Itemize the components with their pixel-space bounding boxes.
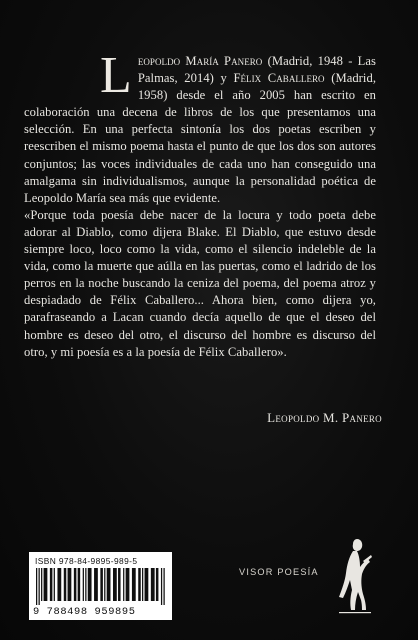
barcode-bar xyxy=(132,568,136,601)
barcode-bar xyxy=(118,568,121,601)
blurb-text-run: (Madrid, 1948 - Las Palmas, 2014) y xyxy=(137,54,376,86)
barcode-bar xyxy=(88,568,92,601)
barcode-bar xyxy=(78,568,81,601)
barcode-bar xyxy=(113,568,117,601)
barcode-bar xyxy=(74,568,77,601)
barcode-bar xyxy=(100,568,103,601)
isbn-barcode xyxy=(29,552,172,620)
blurb-text-run: (Madrid, 1958) desde el año 2005 han escrito en colaboración una decena de libros de los que presentamos una selección. En una perfecta sintonía los dos poetas escriben y reescriben el mismo poema hasta el punto de que los dos son autores conjuntos; las voces individuales de cada uno han conseguido una amalgama sin individualismos, aunque la personalidad poética de Leopoldo María sea más que evidente. xyxy=(24,71,377,205)
barcode-bar xyxy=(163,568,164,605)
barcode-bar xyxy=(104,568,105,601)
barcode-bar xyxy=(156,568,159,601)
barcode-bar xyxy=(44,568,48,601)
barcode-bar xyxy=(142,568,143,601)
barcode-bar xyxy=(151,568,155,601)
barcode-digits: 9 788498 959895 xyxy=(33,606,136,618)
blurb-text xyxy=(24,47,377,361)
barcode-bar xyxy=(64,568,67,601)
author-name-panero: eopoldo María Panero xyxy=(137,54,263,68)
barcode-bar xyxy=(36,568,37,605)
barcode-bar xyxy=(83,568,84,601)
barcode-bar xyxy=(68,568,72,601)
blurb-quote-paragraph: «Porque toda poesía debe nacer de la locura y todo poeta debe adorar al Diablo, como dijera Blake. El Diablo, que estuvo desde siempre loco, loco como la vida, como el silencio indeleble de la vida, como la muerte que aúlla en las puertas, como el ladrido de los perros en la noche buscando la ceniza del poema, del poema atroz y despiadado de Félix Caballero... Ahora bien, como dijera yo, parafraseando a Lacan cuando decía aquello de que el deseo del hombre es deseo del otro, el discurso del hombre es discurso del otro, y mi poesía es a la poesía de Félix Caballero». xyxy=(24,207,376,359)
publisher-name: VISOR POESÍA xyxy=(239,567,319,577)
barcode-bar xyxy=(54,568,55,601)
barcode-bar xyxy=(138,568,141,601)
barcode-bar xyxy=(57,568,61,601)
barcode-bar xyxy=(94,568,98,601)
barcode-bar xyxy=(161,568,162,605)
author-name-caballero: Félix Caballero xyxy=(233,71,325,86)
barcode-bar xyxy=(39,568,40,605)
barcode-bars xyxy=(36,568,166,605)
barcode-bar xyxy=(126,568,130,601)
barcode-bar xyxy=(145,568,149,601)
quote-signature: Leopoldo M. Panero xyxy=(267,410,382,425)
blurb-paragraph-1 xyxy=(24,47,377,205)
barcode-bar xyxy=(50,568,53,601)
barcode-bar xyxy=(41,568,42,601)
barcode-bar xyxy=(123,568,124,601)
publisher-logo-icon xyxy=(337,537,375,615)
isbn-label: ISBN 978-84-9895-989-5 xyxy=(35,556,138,566)
barcode-bar xyxy=(85,568,86,601)
barcode-bar xyxy=(107,568,111,601)
drop-cap: L xyxy=(100,47,132,104)
